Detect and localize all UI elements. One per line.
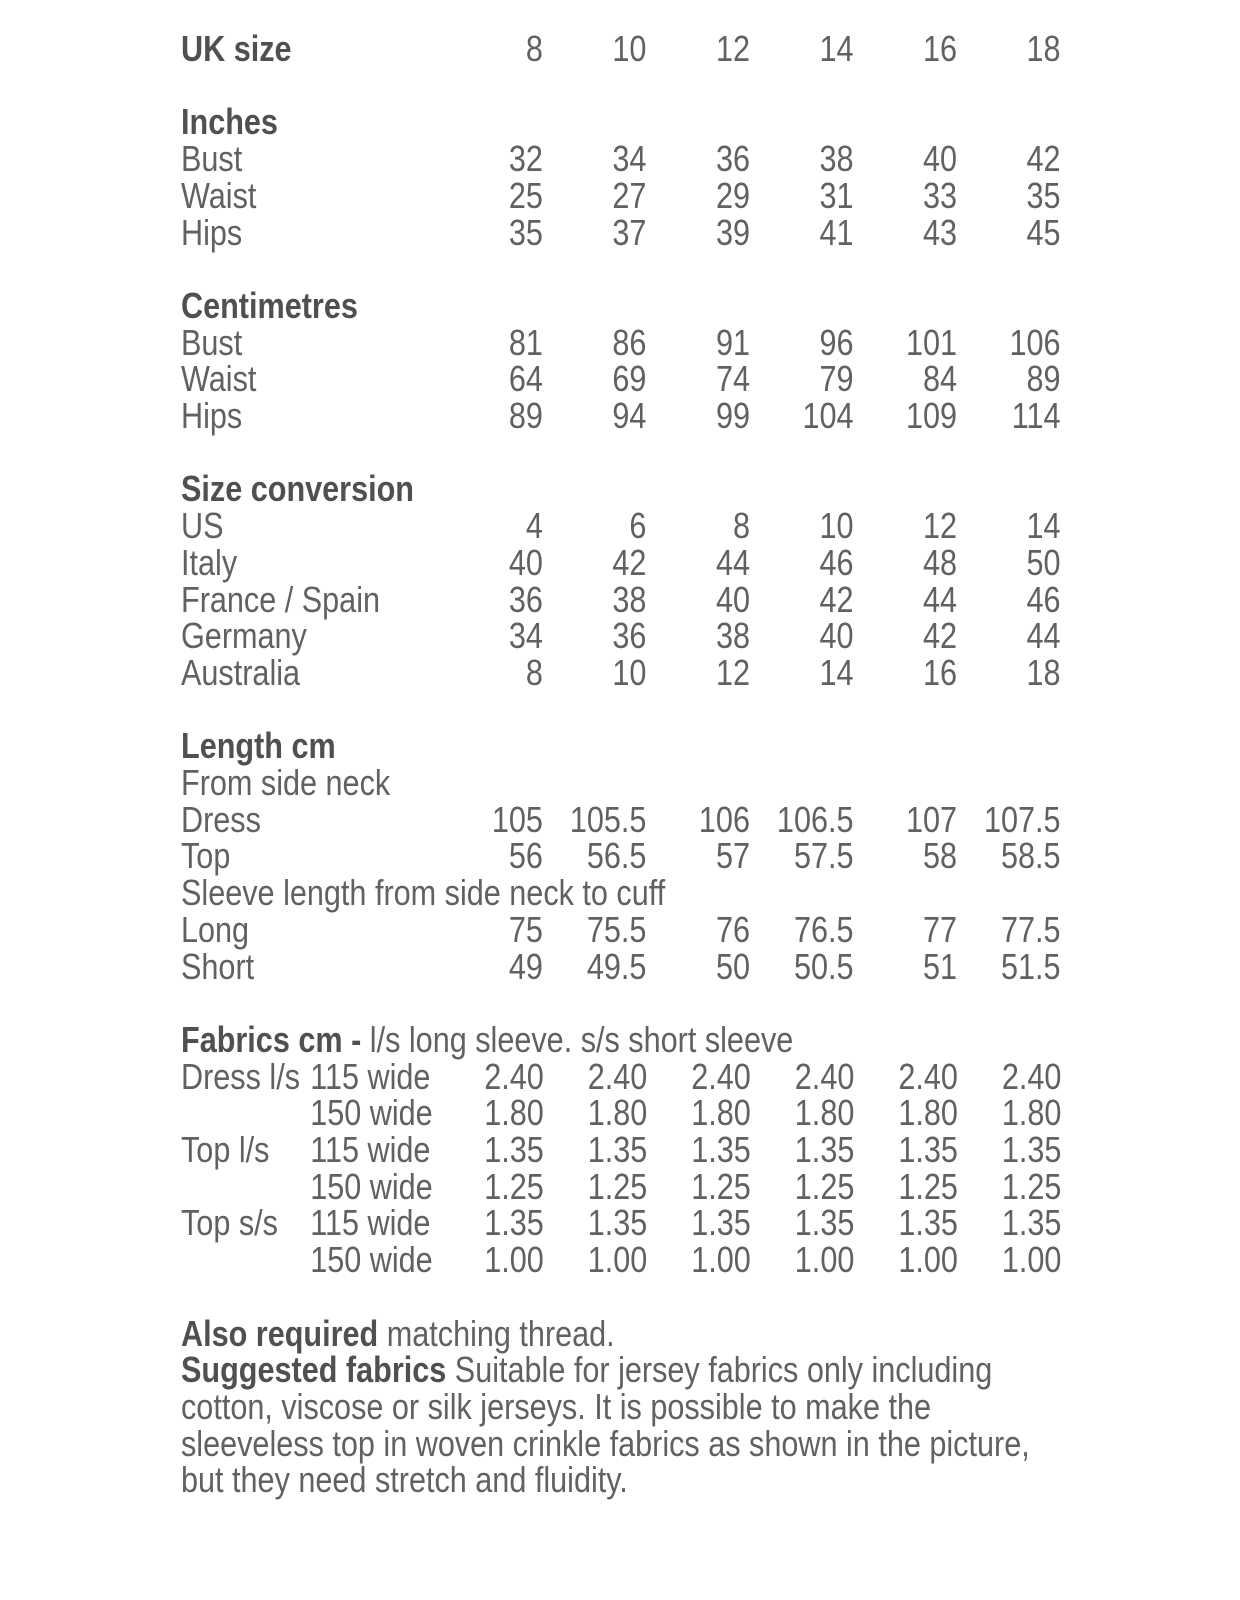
cell-value: 2.40 (1001, 1055, 1062, 1097)
section-rows (181, 321, 1061, 436)
section-rows (181, 798, 1061, 877)
cell-value: 36 (715, 138, 750, 180)
cell-value: 31 (819, 174, 854, 216)
fabric-width-label: 150 wide (310, 1092, 433, 1134)
table-row (181, 798, 1061, 840)
table-row (181, 321, 1061, 363)
cell-value: 40 (508, 541, 543, 583)
cell-value: 75.5 (586, 908, 647, 950)
cell-value: 48 (922, 541, 958, 583)
cell-value: 36 (508, 578, 543, 620)
cell-value: 42 (1026, 138, 1061, 180)
cell-value: 1.35 (691, 1202, 751, 1244)
cell-value: 42 (922, 615, 958, 657)
section-title-length: Length cm (181, 725, 336, 767)
cell-value: 75 (508, 908, 543, 950)
row-label: Top (181, 835, 231, 877)
cell-value: 40 (715, 578, 750, 620)
cell-value: 114 (1011, 395, 1061, 436)
cell-value: 57.5 (793, 835, 854, 877)
section-title-size-conversion: Size conversion (181, 468, 414, 510)
table-row (181, 358, 1061, 400)
cell-value: 25 (508, 174, 543, 216)
cell-value: 56 (508, 835, 543, 877)
cell-value: 1.35 (587, 1202, 648, 1244)
table-row (181, 945, 1061, 987)
cell-value: 105.5 (569, 798, 647, 840)
row-label: Short (181, 945, 255, 987)
length-subtitle-sleeve: Sleeve length from side neck to cuff (181, 872, 666, 914)
fabric-width-label: 115 wide (310, 1055, 431, 1097)
cell-value: 58.5 (1000, 835, 1061, 877)
fabric-width-label: 150 wide (310, 1239, 433, 1281)
table-row (181, 211, 1061, 253)
cell-value: 51.5 (1000, 945, 1061, 987)
table-row (181, 651, 1061, 693)
row-label: France / Spain (181, 578, 381, 620)
uk-size-value: 10 (612, 28, 647, 69)
notes (181, 1312, 1061, 1501)
section-size-conversion (181, 468, 1061, 693)
row-label: Bust (181, 138, 243, 180)
section-spacer (181, 251, 1061, 288)
cell-value: 2.40 (587, 1055, 648, 1097)
cell-value: 44 (715, 541, 750, 583)
cell-value: 57 (715, 835, 750, 877)
cell-value: 38 (612, 578, 647, 620)
cell-value: 1.80 (587, 1092, 648, 1134)
row-label: Waist (181, 174, 257, 216)
cell-value: 1.35 (484, 1129, 544, 1171)
cell-value: 50.5 (793, 945, 854, 987)
cell-value: 107 (905, 798, 958, 840)
cell-value: 1.00 (898, 1239, 958, 1281)
cell-value: 4 (525, 505, 543, 547)
cell-value: 42 (612, 541, 647, 583)
table-row (181, 908, 1061, 950)
cell-value: 1.35 (794, 1202, 855, 1244)
uk-size-header-row (181, 28, 1061, 69)
fabrics-title-bold: Fabrics cm - (181, 1018, 370, 1060)
cell-value: 34 (612, 138, 647, 180)
section-title-inches: Inches (181, 101, 278, 143)
cell-value: 1.25 (1001, 1165, 1062, 1207)
cell-value: 1.35 (1001, 1129, 1062, 1171)
note-suggested-fabrics (181, 1349, 1061, 1391)
cell-value: 77 (922, 908, 958, 950)
fabrics-title-rest: l/s long sleeve. s/s short sleeve (369, 1018, 794, 1060)
cell-value: 42 (819, 578, 854, 620)
section-fabrics (181, 1018, 1062, 1281)
cell-value: 10 (612, 651, 647, 693)
note-suggested-fabrics-bold: Suggested fabrics (181, 1349, 447, 1391)
fabric-garment-label (181, 1169, 310, 1206)
cell-value: 107.5 (983, 798, 1061, 840)
fabric-row (181, 1202, 1062, 1244)
cell-value: 81 (508, 321, 543, 363)
cell-value: 50 (1026, 541, 1061, 583)
cell-value: 58 (922, 835, 958, 877)
cell-value: 2.40 (484, 1055, 544, 1097)
section-title-centimetres: Centimetres (181, 284, 358, 326)
cell-value: 106.5 (776, 798, 854, 840)
cell-value: 106 (698, 798, 750, 840)
cell-value: 76.5 (793, 908, 854, 950)
cell-value: 76 (715, 908, 750, 950)
cell-value: 109 (905, 395, 958, 436)
row-label: Germany (181, 615, 307, 657)
fabric-garment-label (181, 1242, 310, 1279)
cell-value: 1.35 (898, 1129, 958, 1171)
cell-value: 101 (905, 321, 958, 363)
cell-value: 32 (508, 138, 543, 180)
section-spacer (181, 692, 1061, 729)
fabric-garment-label (181, 1095, 310, 1132)
table-row (181, 541, 1061, 583)
cell-value: 1.35 (587, 1129, 648, 1171)
fabric-garment-label: Top l/s (181, 1129, 270, 1171)
table-row (181, 835, 1061, 877)
note-also-required (181, 1312, 1061, 1354)
cell-value: 64 (508, 358, 543, 400)
fabric-width-label: 115 wide (310, 1129, 431, 1171)
uk-size-value: 8 (525, 28, 543, 69)
cell-value: 77.5 (1000, 908, 1061, 950)
cell-value: 37 (612, 211, 647, 253)
cell-value: 16 (922, 651, 958, 693)
section-rows (181, 908, 1061, 987)
cell-value: 1.00 (794, 1239, 855, 1281)
section-inches (181, 101, 1061, 253)
section-spacer (181, 435, 1061, 472)
cell-value: 1.25 (898, 1165, 958, 1207)
cell-value: 12 (715, 651, 750, 693)
cell-value: 6 (629, 505, 647, 547)
cell-value: 8 (525, 651, 543, 693)
cell-value: 14 (819, 651, 854, 693)
cell-value: 84 (922, 358, 958, 400)
row-label: Australia (181, 651, 301, 693)
cell-value: 1.35 (691, 1129, 751, 1171)
cell-value: 39 (715, 211, 750, 253)
cell-value: 1.80 (1001, 1092, 1062, 1134)
row-label: Hips (181, 211, 243, 253)
cell-value: 1.25 (484, 1165, 544, 1207)
cell-value: 49 (508, 945, 543, 987)
fabric-row (181, 1239, 1062, 1281)
fabric-row (181, 1165, 1062, 1207)
cell-value: 1.35 (794, 1129, 855, 1171)
cell-value: 99 (715, 395, 750, 436)
cell-value: 18 (1026, 651, 1061, 693)
length-subtitle-neck: From side neck (181, 762, 391, 803)
table-row (181, 395, 1061, 436)
cell-value: 91 (715, 321, 750, 363)
cell-value: 1.80 (691, 1092, 751, 1134)
cell-value: 45 (1026, 211, 1061, 253)
cell-value: 36 (612, 615, 647, 657)
cell-value: 1.00 (1001, 1239, 1062, 1281)
cell-value: 105 (491, 798, 543, 840)
cell-value: 94 (612, 395, 647, 436)
section-length (181, 725, 1061, 987)
cell-value: 1.25 (794, 1165, 855, 1207)
cell-value: 104 (802, 395, 854, 436)
cell-value: 96 (819, 321, 854, 363)
cell-value: 44 (922, 578, 958, 620)
cell-value: 1.80 (898, 1092, 958, 1134)
cell-value: 35 (508, 211, 543, 253)
fabric-width-label: 150 wide (310, 1165, 433, 1207)
uk-size-value: 18 (1026, 28, 1061, 69)
fabrics-title-line (181, 1018, 1061, 1060)
table-row (181, 505, 1061, 547)
cell-value: 1.80 (484, 1092, 544, 1134)
uk-size-value: 16 (922, 28, 958, 69)
cell-value: 1.35 (484, 1202, 544, 1244)
cell-value: 69 (612, 358, 647, 400)
cell-value: 40 (922, 138, 958, 180)
cell-value: 27 (612, 174, 647, 216)
table-row (181, 615, 1061, 657)
section-rows (181, 138, 1061, 253)
note-line: sleeveless top in woven crinkle fabrics as shown in the picture, (181, 1422, 1030, 1464)
note-suggested-fabrics-text: Suitable for jersey fabrics only including (446, 1349, 993, 1391)
cell-value: 51 (922, 945, 958, 987)
cell-value: 12 (922, 505, 958, 547)
section-spacer (181, 985, 1061, 1022)
note-also-required-text: matching thread. (378, 1312, 615, 1354)
fabric-width-label: 115 wide (310, 1202, 431, 1244)
uk-size-value: 12 (715, 28, 750, 69)
cell-value: 2.40 (898, 1055, 958, 1097)
uk-size-value: 14 (819, 28, 854, 69)
table-row (181, 138, 1061, 180)
fabric-row (181, 1092, 1062, 1134)
row-label: Waist (181, 358, 257, 400)
cell-value: 35 (1026, 174, 1061, 216)
table-row (181, 578, 1061, 620)
row-label: Long (181, 908, 250, 950)
section-spacer (181, 68, 1061, 105)
row-label: Bust (181, 321, 243, 363)
fabric-garment-label: Top s/s (181, 1202, 278, 1244)
cell-value: 49.5 (586, 945, 647, 987)
cell-value: 89 (508, 395, 543, 436)
row-label: Hips (181, 395, 243, 436)
cell-value: 1.25 (587, 1165, 648, 1207)
cell-value: 2.40 (691, 1055, 751, 1097)
section-rows (181, 1055, 1062, 1281)
cell-value: 41 (819, 211, 854, 253)
cell-value: 38 (819, 138, 854, 180)
fabric-row (181, 1055, 1062, 1097)
cell-value: 14 (1026, 505, 1061, 547)
cell-value: 89 (1026, 358, 1061, 400)
cell-value: 1.80 (794, 1092, 855, 1134)
cell-value: 44 (1026, 615, 1061, 657)
cell-value: 86 (612, 321, 647, 363)
fabric-row (181, 1129, 1062, 1171)
cell-value: 8 (732, 505, 750, 547)
note-line: cotton, viscose or silk jerseys. It is possible to make the (181, 1385, 932, 1427)
cell-value: 79 (819, 358, 854, 400)
section-spacer (181, 1279, 1061, 1316)
fabric-garment-label: Dress l/s (181, 1055, 301, 1097)
row-label: Dress (181, 798, 261, 840)
cell-value: 1.00 (691, 1239, 751, 1281)
cell-value: 1.35 (898, 1202, 958, 1244)
cell-value: 46 (1026, 578, 1061, 620)
cell-value: 33 (922, 174, 958, 216)
cell-value: 1.25 (691, 1165, 751, 1207)
note-continuation-lines (181, 1385, 1061, 1501)
cell-value: 34 (508, 615, 543, 657)
cell-value: 10 (819, 505, 854, 547)
size-chart-page (181, 28, 1062, 1501)
note-line: but they need stretch and fluidity. (181, 1459, 628, 1501)
cell-value: 29 (715, 174, 750, 216)
cell-value: 38 (715, 615, 750, 657)
cell-value: 50 (715, 945, 750, 987)
section-rows (181, 505, 1061, 693)
cell-value: 46 (819, 541, 854, 583)
cell-value: 106 (1009, 321, 1061, 363)
section-centimetres (181, 284, 1061, 436)
cell-value: 40 (819, 615, 854, 657)
cell-value: 1.00 (587, 1239, 648, 1281)
cell-value: 2.40 (794, 1055, 855, 1097)
row-label: US (181, 505, 224, 547)
cell-value: 74 (715, 358, 750, 400)
cell-value: 1.35 (1001, 1202, 1062, 1244)
table-row (181, 174, 1061, 216)
cell-value: 43 (922, 211, 958, 253)
cell-value: 1.00 (484, 1239, 544, 1281)
row-label: Italy (181, 541, 238, 583)
cell-value: 56.5 (586, 835, 647, 877)
uk-size-label: UK size (181, 28, 292, 69)
note-also-required-bold: Also required (181, 1312, 379, 1354)
